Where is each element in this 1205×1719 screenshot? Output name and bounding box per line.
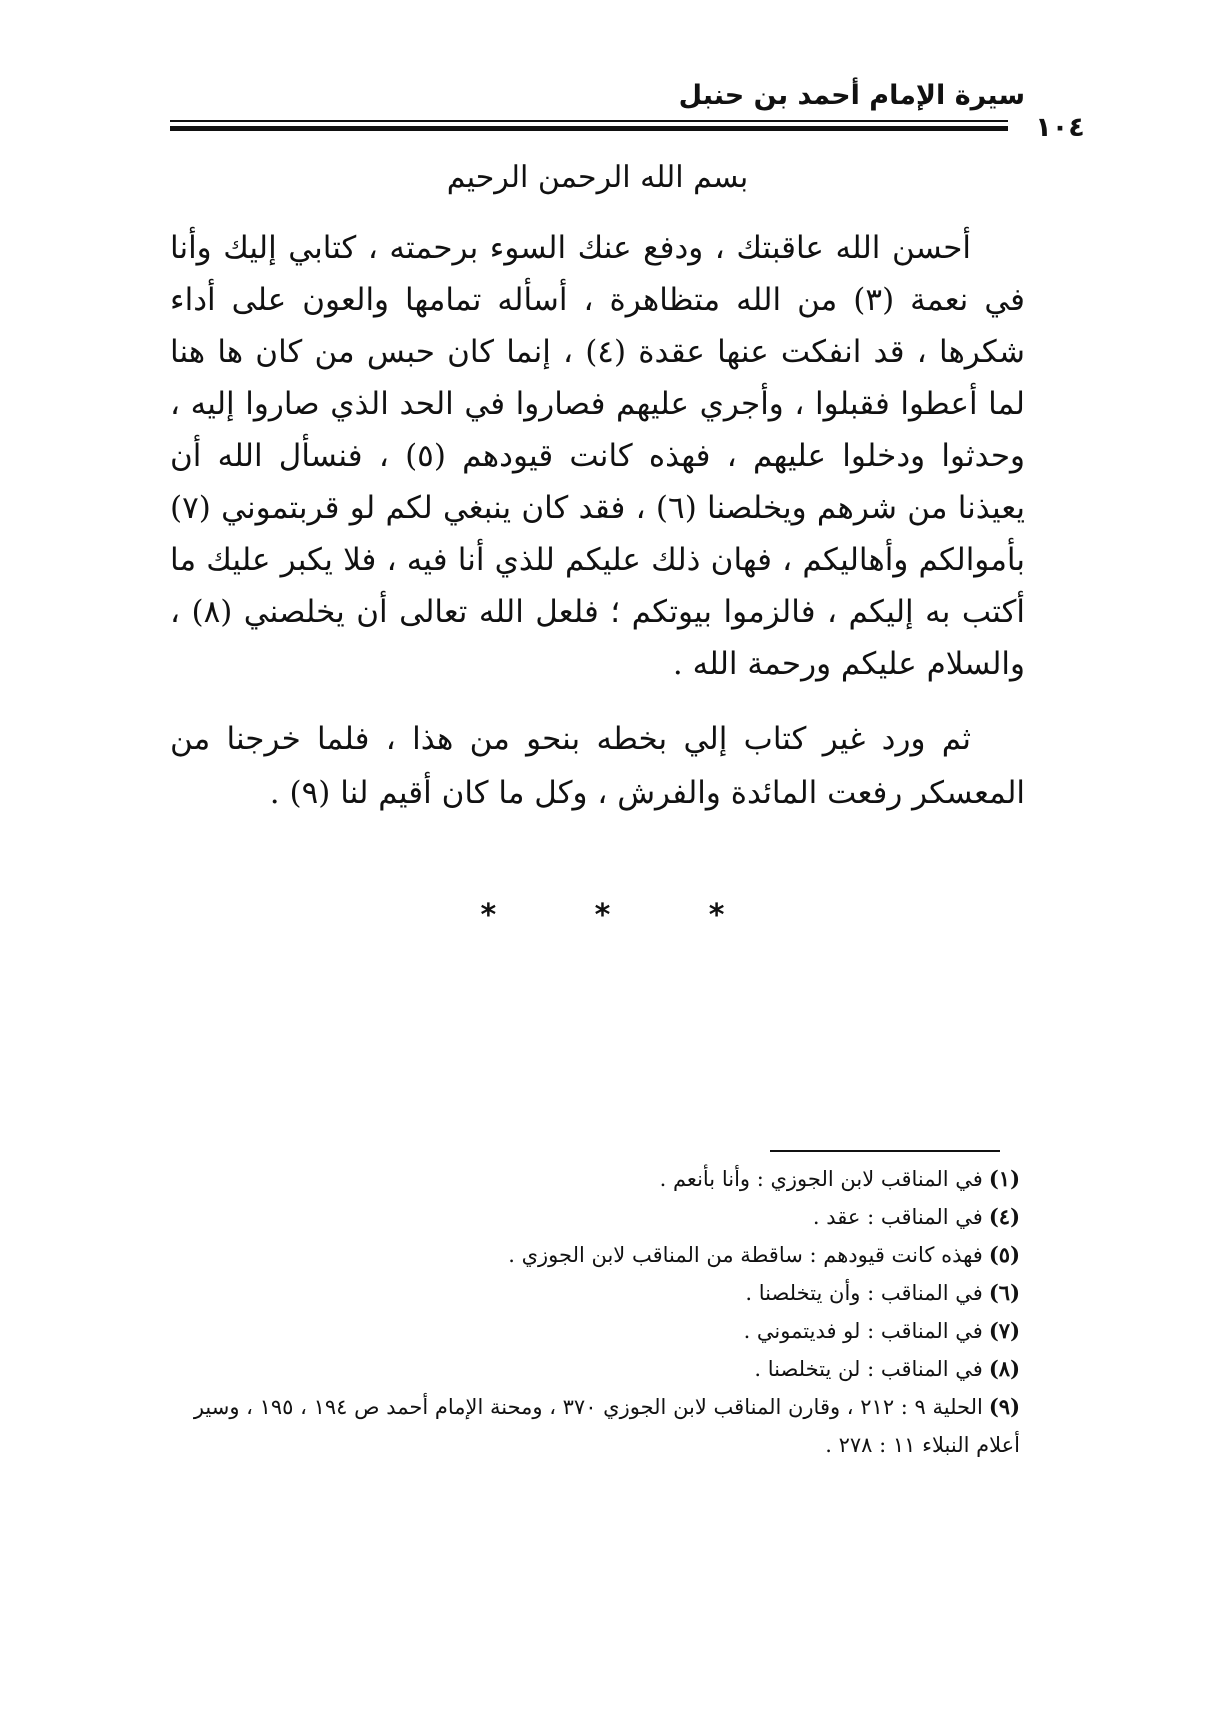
footnote-item — [165, 1198, 1020, 1236]
footnote-item — [165, 1312, 1020, 1350]
footnote-item — [165, 1388, 1020, 1464]
asterisk-icon: * — [480, 898, 497, 933]
footnote-text: في المناقب : وأن يتخلصنا . — [745, 1281, 983, 1305]
header-thin-rule — [170, 120, 1025, 122]
footnote-text: في المناقب لابن الجوزي : وأنا بأنعم . — [659, 1167, 983, 1191]
footnotes-list — [165, 1160, 1020, 1464]
footnote-item — [165, 1236, 1020, 1274]
footnote-number: (٥) — [988, 1242, 1020, 1267]
asterisk-icon: * — [708, 898, 725, 933]
section-divider-ornament — [0, 898, 1205, 933]
footnote-number: (٦) — [988, 1280, 1020, 1305]
footnote-text: في المناقب : لن يتخلصنا . — [754, 1357, 983, 1381]
footnote-separator — [770, 1150, 1000, 1152]
footnote-text: فهذه كانت قيودهم : ساقطة من المناقب لابن الجوزي . — [508, 1243, 983, 1267]
header-thick-rule-left — [170, 126, 1000, 131]
footnote-text: في المناقب : لو فديتموني . — [743, 1319, 983, 1343]
running-title: سيرة الإمام أحمد بن حنبل — [678, 80, 1025, 111]
narration-paragraph: ثم ورد غير كتاب إلي بخطه بنحو من هذا ، فلما خرجنا من المعسكر رفعت المائدة والفرش ، وكل ما كان أقيم لنا (٩) . — [170, 721, 1025, 811]
footnote-item — [165, 1274, 1020, 1312]
page-number: ١٠٤ — [1008, 114, 1112, 142]
footnote-text: الحلية ٩ : ٢١٢ ، وقارن المناقب لابن الجوزي ٣٧٠ ، ومحنة الإمام أحمد ص ١٩٤ ، ١٩٥ ، وسير أعلام النبلاء ١١ : ٢٧٨ . — [193, 1395, 1020, 1457]
footnote-number: (٧) — [988, 1318, 1020, 1343]
footnote-item — [165, 1350, 1020, 1388]
letter-paragraph: أحسن الله عاقبتك ، ودفع عنك السوء برحمته ، كتابي إليك وأنا في نعمة (٣) من الله متظاهرة ، أسأله تمامها والعون على أداء شكرها ، قد انفكت عنها عقدة (٤) ، إنما كان حبس من كان ها هنا لما أعطوا فقبلوا ، وأجري عليهم فصاروا في الحد الذي صاروا إليه ، وحدثوا ودخلوا عليهم ، فهذه كانت قيودهم (٥) ، فنسأل الله أن يعيذنا من شرهم ويخلصنا (٦) ، فقد كان ينبغي لكم لو قربتموني (٧) بأموالكم وأهاليكم ، فهان ذلك عليكم للذي أنا فيه ، فلا يكبر عليك ما أكتب به إليكم ، فالزموا بيوتكم ؛ فلعل الله تعالى أن يخلصني (٨) ، والسلام عليكم ورحمة الله . — [170, 230, 1025, 682]
footnote-item — [165, 1160, 1020, 1198]
page-header — [170, 78, 1085, 143]
footnote-number: (١) — [988, 1166, 1020, 1191]
footnote-text: في المناقب : عقد . — [812, 1205, 983, 1229]
footnote-number: (٨) — [988, 1356, 1020, 1381]
basmala-heading: بسم الله الرحمن الرحيم — [446, 160, 749, 195]
footnote-number: (٩) — [988, 1394, 1020, 1419]
footnote-number: (٤) — [988, 1204, 1020, 1229]
asterisk-icon: * — [594, 898, 611, 933]
